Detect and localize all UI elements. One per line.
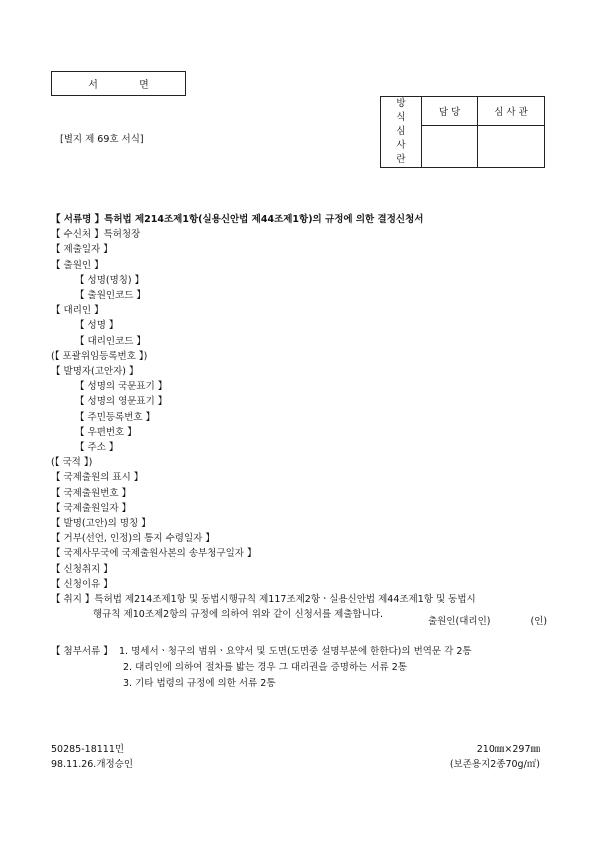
form-field-line: 【 대리인 】 [51,305,104,317]
document-type-label: 서 면 [88,80,149,91]
form-field-line: 【 취지 】특허법 제214조제1항 및 동법시행규칙 제117조제2항ㆍ실용신안법 제44조제1항 및 동법시 [51,594,476,605]
form-code: 50285-18111민 [51,744,125,755]
form-field-line: 【 주소 】 [75,442,119,453]
form-field-line: 【 거부(선언, 인정)의 통지 수령일자 】 [51,533,215,545]
attachment-item: 1. 명세서ㆍ청구의 범위ㆍ요약서 및 도면(도면중 설명부분에 한한다)의 번역문 각 2통 [119,646,472,657]
form-field-line: (【 국적 】) [51,457,93,469]
review-cell-examiner[interactable] [478,126,545,168]
form-field-line: 【 국제사무국에 국제출원사본의 송부청구일자 】 [51,548,257,560]
form-field-line: 행규칙 제10조제2항의 규정에 의하여 위와 같이 신청서를 제출합니다. [93,609,384,621]
form-field-line: 【 국제출원의 표시 】 [51,472,144,484]
attachments-label: 【 첨부서류 】 [51,646,113,657]
applicant-label: 출원인(대리인) [428,616,491,627]
form-field-line: 【 성명의 국문표기 】 [75,381,168,393]
review-vertical-char: 심 [396,126,406,137]
review-vertical-char: 란 [396,154,406,165]
form-number: [별지 제 69호 서식] [60,134,144,145]
review-cell-staff[interactable] [422,126,478,168]
form-field-line: 【 수신처 】특허청장 [51,229,141,241]
paper-size: 210㎜×297㎜ [476,744,540,755]
form-field-line: 【 우편번호 】 [75,426,137,438]
signature-line [428,613,547,627]
form-field-line: 【 국제출원일자 】 [51,502,132,514]
review-vertical-label [381,97,422,168]
form-field-line: 【 출원인코드 】 [75,290,146,301]
review-table [380,96,545,168]
form-field-line: 【 주민등록번호 】 [75,411,156,423]
footer-right [412,742,540,772]
form-field-line: 【 성명 】 [75,320,119,332]
form-field-line: 【 서류명 】특허법 제214조제1항(실용신안법 제44조제1항)의 규정에 의한 결정신청서 [51,214,424,225]
form-field-line: 【 출원인 】 [51,259,104,271]
form-field-line: 【 성명의 영문표기 】 [75,396,168,408]
review-col-examiner: 심 사 관 [478,97,545,126]
form-field-line: 【 제출일자 】 [51,244,113,256]
form-field-line: 【 발명자(고안자) 】 [51,366,139,377]
review-vertical-char: 방 [396,98,406,109]
document-type-box [51,71,186,96]
footer-left [51,742,133,772]
form-field-line: 【 발명(고안)의 명칭 】 [51,518,151,529]
seal-mark: (인) [530,616,548,627]
attachment-item: 2. 대리인에 의하여 절차를 밟는 경우 그 대리권을 증명하는 서류 2통 [123,662,407,673]
form-field-line: 【 국제출원번호 】 [51,487,132,499]
form-field-line: (【 포괄위임등록번호 】) [51,350,148,362]
review-vertical-char: 사 [396,140,406,151]
paper-type: (보존용지2종70g/㎡) [449,759,540,770]
attachments [51,644,472,692]
form-field-line: 【 성명(명칭) 】 [75,274,145,286]
attachment-item: 3. 기타 법령의 규정에 의한 서류 2통 [123,678,276,689]
form-field-line: 【 대리인코드 】 [75,335,146,347]
approval-date: 98.11.26.개정승인 [51,759,134,770]
review-vertical-char: 식 [396,112,406,123]
form-field-line: 【 신청이유 】 [51,578,113,590]
review-col-staff: 담 당 [422,97,478,126]
form-field-line: 【 신청취지 】 [51,563,113,575]
